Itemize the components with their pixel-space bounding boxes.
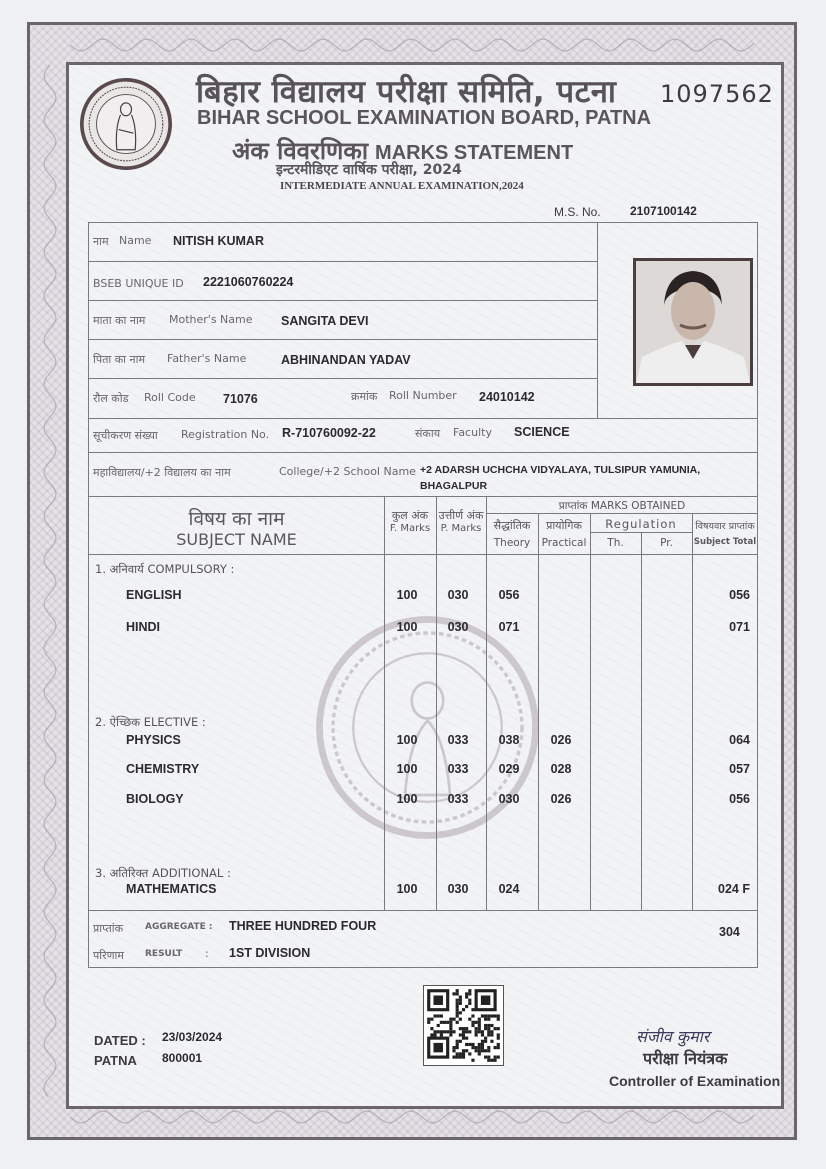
mother-label: Mother's Name: [169, 313, 253, 326]
dated-label: DATED :: [94, 1033, 146, 1048]
name-label-hindi: नाम: [93, 235, 109, 248]
cell-full: 100: [396, 733, 418, 747]
school-row: [88, 452, 758, 497]
roll-code-value: 71076: [223, 392, 258, 406]
qr-code[interactable]: [423, 985, 504, 1066]
cell-full: 100: [396, 588, 418, 602]
cell-full: 100: [396, 620, 418, 634]
cell-pass: 030: [447, 588, 469, 602]
col-divider: [590, 513, 591, 910]
subject-header-hindi: विषय का नाम: [188, 508, 285, 530]
father-label: Father's Name: [167, 352, 247, 365]
col-divider: [384, 497, 385, 910]
student-name: NITISH KUMAR: [173, 234, 264, 248]
cell-practical: 028: [550, 762, 572, 776]
col-divider: [436, 497, 437, 910]
marks-obtained-header-english: MARKS OBTAINED: [590, 500, 686, 512]
marks-obtained-header-hindi: प्राप्तांक: [558, 500, 588, 512]
aggregate-total: 304: [719, 925, 740, 939]
photo-cell: [597, 223, 758, 418]
exam-name-english: INTERMEDIATE ANNUAL EXAMINATION,2024: [280, 180, 524, 192]
subject-name: BIOLOGY: [126, 792, 184, 806]
place-label: PATNA: [94, 1053, 137, 1068]
mother-label-hindi: माता का नाम: [93, 314, 146, 327]
cell-theory: 029: [498, 762, 520, 776]
marks-obtained-header: [486, 499, 758, 513]
cell-practical: 026: [550, 792, 572, 806]
board-name-hindi: बिहार विद्यालय परीक्षा समिति, पटना: [196, 74, 617, 110]
subject-name: HINDI: [126, 620, 161, 634]
mother-row: [89, 301, 597, 340]
regulation-header: Regulation: [605, 517, 677, 531]
cell-pass: 030: [447, 620, 469, 634]
unique-id-label: BSEB UNIQUE ID: [93, 277, 184, 290]
subject-name: PHYSICS: [126, 733, 181, 747]
regulation-practical-header: Pr.: [660, 537, 673, 549]
practical-header: Practical: [541, 537, 587, 549]
registration-value: R-710760092-22: [282, 426, 376, 440]
cell-total: 064: [729, 733, 750, 747]
group-elective: 2. ऐच्छिक ELECTIVE :: [95, 715, 206, 729]
board-name-english: BIHAR SCHOOL EXAMINATION BOARD, PATNA: [197, 107, 652, 129]
cell-pass: 033: [447, 762, 469, 776]
cell-total: 056: [729, 792, 750, 806]
date-value: 23/03/2024: [162, 1030, 223, 1044]
col-divider: [641, 532, 642, 910]
result-value: 1ST DIVISION: [229, 946, 311, 960]
controller-title-hindi: परीक्षा नियंत्रक: [643, 1049, 728, 1068]
school-label: College/+2 School Name: [279, 465, 416, 478]
faculty-label-hindi: संकाय: [415, 427, 441, 440]
faculty-label: Faculty: [453, 426, 492, 439]
roll-number-value: 24010142: [479, 390, 535, 404]
bseb-seal-logo-icon: [80, 78, 172, 170]
row-divider: [590, 532, 692, 533]
row-divider: [486, 513, 758, 514]
cell-total: 024 F: [718, 882, 750, 896]
cell-theory: 056: [498, 588, 520, 602]
roll-row: [89, 379, 597, 418]
result-label-hindi: परिणाम: [93, 949, 124, 962]
roll-code-label-hindi: रौल कोड: [93, 392, 129, 405]
document-title-hindi: अंक विवरणिका: [232, 137, 369, 165]
school-name-line2: BHAGALPUR: [420, 480, 488, 492]
result-separator: :: [205, 947, 209, 960]
controller-signature: संजीव कुमार: [636, 1027, 710, 1046]
regulation-theory-header: Th.: [607, 537, 624, 549]
unique-id-value: 2221060760224: [203, 275, 294, 289]
cell-pass: 033: [447, 733, 469, 747]
cell-pass: 030: [447, 882, 469, 896]
ms-no-value: 2107100142: [630, 204, 697, 218]
school-label-hindi: महाविद्यालय/+2 विद्यालय का नाम: [93, 466, 231, 479]
cell-pass: 033: [447, 792, 469, 806]
qr-code-icon: [424, 986, 503, 1065]
full-marks-header: F. Marks: [389, 523, 431, 534]
cell-total: 071: [729, 620, 750, 634]
subject-total-header-hindi: विषयवार प्राप्तांक: [695, 521, 755, 532]
col-divider: [692, 513, 693, 910]
serial-number: 1097562: [660, 80, 774, 108]
cell-theory: 024: [498, 882, 520, 896]
registration-label: Registration No.: [181, 428, 270, 441]
aggregate-section: [88, 910, 758, 968]
roll-number-label: Roll Number: [389, 389, 457, 402]
controller-title: Controller of Examination: [609, 1073, 781, 1089]
aggregate-label: AGGREGATE :: [145, 922, 213, 932]
unique-id-row: [89, 262, 597, 301]
cell-practical: 026: [550, 733, 572, 747]
marks-table: [88, 496, 758, 911]
registration-label-hindi: सूचीकरण संख्या: [93, 429, 158, 442]
cell-total: 057: [729, 762, 750, 776]
mother-name: SANGITA DEVI: [281, 314, 369, 328]
name-row: [89, 223, 597, 262]
roll-number-label-hindi: क्रमांक: [351, 390, 378, 403]
aggregate-words: THREE HUNDRED FOUR: [229, 919, 377, 933]
result-label: RESULT: [145, 949, 183, 959]
pass-marks-header: P. Marks: [440, 523, 482, 534]
group-compulsory: 1. अनिवार्य COMPULSORY :: [95, 562, 235, 576]
pincode-value: 800001: [162, 1051, 203, 1065]
registration-row: [88, 418, 758, 453]
col-divider: [538, 513, 539, 910]
student-photo-icon: [636, 261, 750, 383]
cell-theory: 030: [498, 792, 520, 806]
practical-header-hindi: प्रायोगिक: [546, 519, 582, 532]
cell-theory: 071: [498, 620, 520, 634]
cell-total: 056: [729, 588, 750, 602]
theory-header-hindi: सैद्धांतिक: [493, 519, 531, 532]
name-label: Name: [119, 234, 152, 247]
father-name: ABHINANDAN YADAV: [281, 353, 411, 367]
subject-header: SUBJECT NAME: [176, 530, 297, 549]
father-label-hindi: पिता का नाम: [93, 353, 146, 366]
col-divider: [486, 497, 487, 910]
theory-header: Theory: [493, 537, 531, 549]
document-title-english: MARKS STATEMENT: [375, 142, 574, 164]
subject-total-header: Subject Total: [693, 537, 757, 547]
full-marks-header-hindi: कुल अंक: [391, 509, 429, 522]
cell-full: 100: [396, 882, 418, 896]
father-row: [89, 340, 597, 379]
subject-name: CHEMISTRY: [126, 762, 200, 776]
pass-marks-header-hindi: उत्तीर्ण अंक: [438, 509, 484, 522]
school-name-line1: +2 ADARSH UCHCHA VIDYALAYA, TULSIPUR YAMUNIA,: [420, 464, 701, 476]
student-info-section: [88, 222, 758, 419]
student-photo: [633, 258, 753, 386]
cell-full: 100: [396, 792, 418, 806]
exam-name-hindi: इन्टरमीडिएट वार्षिक परीक्षा, 2024: [276, 162, 462, 178]
roll-code-label: Roll Code: [144, 391, 196, 404]
subject-name: MATHEMATICS: [126, 882, 217, 896]
ms-no-label: M.S. No.: [554, 205, 601, 219]
subject-name: ENGLISH: [126, 588, 182, 602]
cell-theory: 038: [498, 733, 520, 747]
aggregate-label-hindi: प्राप्तांक: [93, 922, 124, 935]
header-divider: [89, 554, 757, 555]
group-additional: 3. अतिरिक्त ADDITIONAL :: [95, 866, 231, 880]
faculty-value: SCIENCE: [514, 425, 570, 439]
cell-full: 100: [396, 762, 418, 776]
